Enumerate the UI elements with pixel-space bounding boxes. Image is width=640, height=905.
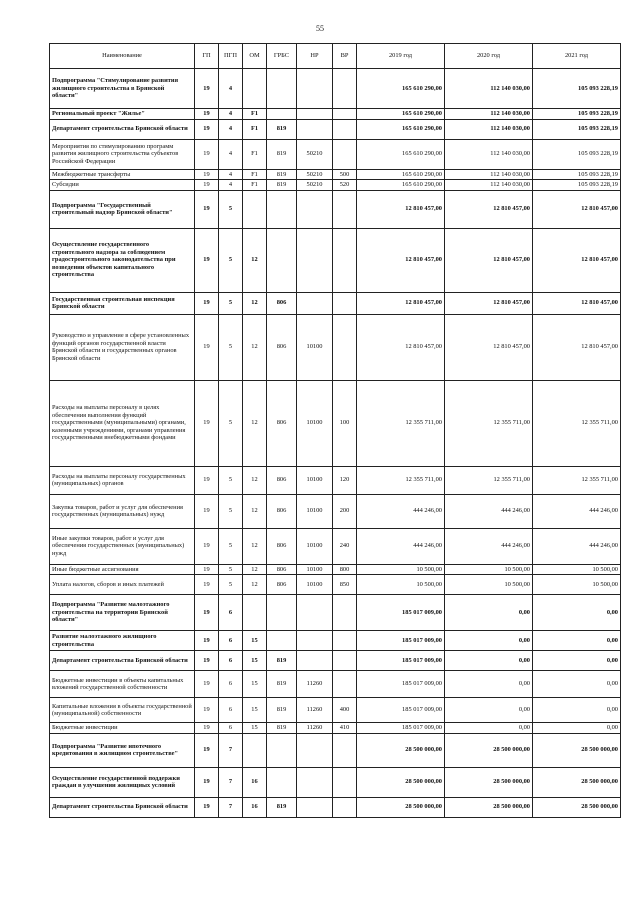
gp-cell: 19	[195, 169, 219, 180]
amount-2019-cell: 165 610 290,00	[357, 180, 445, 191]
amount-2019-cell: 165 610 290,00	[357, 119, 445, 139]
gp-cell: 19	[195, 314, 219, 380]
om-cell: 12	[243, 528, 267, 564]
table-row	[50, 169, 621, 180]
amount-2020-cell: 112 140 030,00	[445, 69, 533, 109]
vr-cell	[333, 69, 357, 109]
om-cell: 16	[243, 797, 267, 817]
grbs-cell	[267, 767, 297, 797]
pgp-cell: 6	[219, 595, 243, 631]
amount-2019-cell: 28 500 000,00	[357, 733, 445, 767]
amount-2020-cell: 0,00	[445, 595, 533, 631]
vr-cell	[333, 631, 357, 651]
table-row	[50, 723, 621, 734]
column-header: ВР	[333, 44, 357, 69]
amount-2020-cell: 444 246,00	[445, 494, 533, 528]
row-name-cell: Закупка товаров, работ и услуг для обеспечения государственных (муниципальных) нужд	[50, 494, 195, 528]
grbs-cell: 806	[267, 292, 297, 314]
amount-2021-cell: 105 093 228,19	[533, 119, 621, 139]
row-name-cell: Бюджетные инвестиции	[50, 723, 195, 734]
amount-2021-cell: 105 093 228,19	[533, 139, 621, 169]
row-name-cell: Расходы на выплаты персоналу государственных (муниципальных) органов	[50, 466, 195, 494]
nr-cell: 10100	[297, 564, 333, 575]
amount-2020-cell: 0,00	[445, 671, 533, 698]
grbs-cell: 819	[267, 651, 297, 671]
amount-2019-cell: 12 810 457,00	[357, 292, 445, 314]
nr-cell: 11260	[297, 671, 333, 698]
amount-2019-cell: 10 500,00	[357, 564, 445, 575]
amount-2020-cell: 112 140 030,00	[445, 119, 533, 139]
row-name-cell: Уплата налогов, сборов и иных платежей	[50, 575, 195, 595]
om-cell: F1	[243, 119, 267, 139]
amount-2021-cell: 12 355 711,00	[533, 466, 621, 494]
table-row	[50, 314, 621, 380]
amount-2021-cell: 0,00	[533, 595, 621, 631]
pgp-cell: 5	[219, 575, 243, 595]
amount-2020-cell: 12 810 457,00	[445, 190, 533, 228]
nr-cell	[297, 651, 333, 671]
gp-cell: 19	[195, 380, 219, 466]
grbs-cell: 806	[267, 314, 297, 380]
grbs-cell: 819	[267, 797, 297, 817]
grbs-cell: 806	[267, 564, 297, 575]
row-name-cell: Департамент строительства Брянской области	[50, 797, 195, 817]
om-cell: F1	[243, 109, 267, 120]
row-name-cell: Межбюджетные трансферты	[50, 169, 195, 180]
grbs-cell: 819	[267, 698, 297, 723]
amount-2020-cell: 0,00	[445, 651, 533, 671]
gp-cell: 19	[195, 528, 219, 564]
nr-cell	[297, 797, 333, 817]
vr-cell: 850	[333, 575, 357, 595]
grbs-cell: 806	[267, 466, 297, 494]
gp-cell: 19	[195, 139, 219, 169]
grbs-cell	[267, 228, 297, 292]
table-row	[50, 595, 621, 631]
table-row	[50, 180, 621, 191]
amount-2021-cell: 105 093 228,19	[533, 169, 621, 180]
om-cell: F1	[243, 169, 267, 180]
column-header: ПГП	[219, 44, 243, 69]
amount-2019-cell: 12 810 457,00	[357, 228, 445, 292]
grbs-cell: 806	[267, 494, 297, 528]
amount-2020-cell: 444 246,00	[445, 528, 533, 564]
table-row	[50, 733, 621, 767]
amount-2021-cell: 105 093 228,19	[533, 180, 621, 191]
nr-cell: 10100	[297, 528, 333, 564]
amount-2019-cell: 444 246,00	[357, 528, 445, 564]
nr-cell	[297, 109, 333, 120]
amount-2021-cell: 12 810 457,00	[533, 228, 621, 292]
nr-cell	[297, 733, 333, 767]
pgp-cell: 6	[219, 631, 243, 651]
vr-cell	[333, 314, 357, 380]
nr-cell: 11260	[297, 698, 333, 723]
row-name-cell: Департамент строительства Брянской области	[50, 651, 195, 671]
row-name-cell: Подпрограмма "Государственный строительный надзор Брянской области"	[50, 190, 195, 228]
pgp-cell: 6	[219, 671, 243, 698]
nr-cell: 11260	[297, 723, 333, 734]
row-name-cell: Капитальные вложения в объекты государственной (муниципальной) собственности	[50, 698, 195, 723]
grbs-cell: 819	[267, 139, 297, 169]
row-name-cell: Субсидии	[50, 180, 195, 191]
grbs-cell	[267, 190, 297, 228]
amount-2019-cell: 185 017 009,00	[357, 631, 445, 651]
amount-2021-cell: 0,00	[533, 698, 621, 723]
amount-2020-cell: 12 810 457,00	[445, 314, 533, 380]
om-cell: F1	[243, 180, 267, 191]
pgp-cell: 5	[219, 528, 243, 564]
amount-2019-cell: 185 017 009,00	[357, 595, 445, 631]
amount-2020-cell: 28 500 000,00	[445, 733, 533, 767]
table-row	[50, 767, 621, 797]
om-cell: 12	[243, 564, 267, 575]
pgp-cell: 4	[219, 180, 243, 191]
gp-cell: 19	[195, 595, 219, 631]
row-name-cell: Осуществление государственного строительного надзора за соблюдением градостроительного законодательства при возведении объектов капитального строительства	[50, 228, 195, 292]
amount-2019-cell: 10 500,00	[357, 575, 445, 595]
grbs-cell: 806	[267, 575, 297, 595]
amount-2021-cell: 0,00	[533, 631, 621, 651]
vr-cell: 100	[333, 380, 357, 466]
om-cell: 16	[243, 767, 267, 797]
pgp-cell: 7	[219, 767, 243, 797]
amount-2021-cell: 0,00	[533, 671, 621, 698]
vr-cell	[333, 228, 357, 292]
vr-cell	[333, 190, 357, 228]
om-cell: 15	[243, 651, 267, 671]
pgp-cell: 6	[219, 698, 243, 723]
nr-cell: 50210	[297, 180, 333, 191]
pgp-cell: 4	[219, 139, 243, 169]
nr-cell	[297, 292, 333, 314]
gp-cell: 19	[195, 466, 219, 494]
vr-cell	[333, 797, 357, 817]
nr-cell	[297, 767, 333, 797]
row-name-cell: Департамент строительства Брянской области	[50, 119, 195, 139]
gp-cell: 19	[195, 190, 219, 228]
row-name-cell: Иные бюджетные ассигнования	[50, 564, 195, 575]
table-row	[50, 139, 621, 169]
vr-cell	[333, 119, 357, 139]
table-row	[50, 380, 621, 466]
pgp-cell: 4	[219, 119, 243, 139]
amount-2020-cell: 28 500 000,00	[445, 797, 533, 817]
nr-cell	[297, 228, 333, 292]
column-header: Наименование	[50, 44, 195, 69]
gp-cell: 19	[195, 228, 219, 292]
table-row	[50, 190, 621, 228]
gp-cell: 19	[195, 69, 219, 109]
amount-2020-cell: 112 140 030,00	[445, 109, 533, 120]
grbs-cell: 819	[267, 180, 297, 191]
nr-cell	[297, 69, 333, 109]
row-name-cell: Мероприятия по стимулированию программ развития жилищного строительства субъектов Российской Федерации	[50, 139, 195, 169]
grbs-cell	[267, 109, 297, 120]
om-cell: 15	[243, 698, 267, 723]
vr-cell: 240	[333, 528, 357, 564]
table-row	[50, 228, 621, 292]
amount-2020-cell: 10 500,00	[445, 575, 533, 595]
amount-2019-cell: 12 355 711,00	[357, 466, 445, 494]
pgp-cell: 4	[219, 169, 243, 180]
amount-2021-cell: 0,00	[533, 723, 621, 734]
gp-cell: 19	[195, 119, 219, 139]
amount-2021-cell: 105 093 228,19	[533, 69, 621, 109]
vr-cell: 410	[333, 723, 357, 734]
amount-2019-cell: 185 017 009,00	[357, 651, 445, 671]
gp-cell: 19	[195, 575, 219, 595]
table-row	[50, 466, 621, 494]
amount-2020-cell: 0,00	[445, 631, 533, 651]
table-row	[50, 564, 621, 575]
amount-2020-cell: 28 500 000,00	[445, 767, 533, 797]
vr-cell	[333, 292, 357, 314]
amount-2021-cell: 0,00	[533, 651, 621, 671]
vr-cell	[333, 651, 357, 671]
vr-cell: 400	[333, 698, 357, 723]
pgp-cell: 5	[219, 564, 243, 575]
table-row	[50, 797, 621, 817]
amount-2019-cell: 12 810 457,00	[357, 190, 445, 228]
gp-cell: 19	[195, 797, 219, 817]
om-cell: 15	[243, 631, 267, 651]
amount-2021-cell: 12 355 711,00	[533, 380, 621, 466]
vr-cell	[333, 595, 357, 631]
pgp-cell: 4	[219, 109, 243, 120]
row-name-cell: Региональный проект "Жилье"	[50, 109, 195, 120]
pgp-cell: 6	[219, 651, 243, 671]
amount-2019-cell: 185 017 009,00	[357, 698, 445, 723]
pgp-cell: 5	[219, 228, 243, 292]
table-row	[50, 292, 621, 314]
gp-cell: 19	[195, 494, 219, 528]
nr-cell: 10100	[297, 466, 333, 494]
om-cell: 12	[243, 314, 267, 380]
pgp-cell: 5	[219, 466, 243, 494]
gp-cell: 19	[195, 767, 219, 797]
grbs-cell	[267, 631, 297, 651]
row-name-cell: Руководство и управление в сфере установленных функций органов государственной власти Брянской области и государственных органов Брянской области	[50, 314, 195, 380]
column-header: 2020 год	[445, 44, 533, 69]
grbs-cell: 819	[267, 169, 297, 180]
vr-cell: 120	[333, 466, 357, 494]
column-header: 2019 год	[357, 44, 445, 69]
pgp-cell: 5	[219, 380, 243, 466]
gp-cell: 19	[195, 631, 219, 651]
table-row	[50, 109, 621, 120]
gp-cell: 19	[195, 671, 219, 698]
pgp-cell: 4	[219, 69, 243, 109]
column-header: НР	[297, 44, 333, 69]
table-row	[50, 69, 621, 109]
row-name-cell: Расходы на выплаты персоналу в целях обеспечения выполнения функций государственными (муниципальными) органами, казенными учреждениями, органами управления государственными внебюджетными фондами	[50, 380, 195, 466]
om-cell: 12	[243, 494, 267, 528]
amount-2021-cell: 444 246,00	[533, 528, 621, 564]
amount-2021-cell: 28 500 000,00	[533, 733, 621, 767]
grbs-cell	[267, 733, 297, 767]
table-row	[50, 575, 621, 595]
amount-2020-cell: 0,00	[445, 698, 533, 723]
amount-2020-cell: 10 500,00	[445, 564, 533, 575]
nr-cell: 10100	[297, 314, 333, 380]
pgp-cell: 7	[219, 797, 243, 817]
row-name-cell: Развитие малоэтажного жилищного строительства	[50, 631, 195, 651]
amount-2021-cell: 12 810 457,00	[533, 190, 621, 228]
row-name-cell: Осуществление государственной поддержки граждан в улучшении жилищных условий	[50, 767, 195, 797]
gp-cell: 19	[195, 564, 219, 575]
vr-cell: 520	[333, 180, 357, 191]
table-body	[50, 69, 621, 818]
om-cell: 15	[243, 723, 267, 734]
row-name-cell: Иные закупки товаров, работ и услуг для обеспечения государственных (муниципальных) нужд	[50, 528, 195, 564]
grbs-cell: 819	[267, 723, 297, 734]
pgp-cell: 5	[219, 494, 243, 528]
pgp-cell: 6	[219, 723, 243, 734]
gp-cell: 19	[195, 698, 219, 723]
pgp-cell: 7	[219, 733, 243, 767]
amount-2021-cell: 28 500 000,00	[533, 797, 621, 817]
grbs-cell	[267, 595, 297, 631]
table-row	[50, 651, 621, 671]
vr-cell	[333, 767, 357, 797]
amount-2019-cell: 28 500 000,00	[357, 767, 445, 797]
amount-2020-cell: 0,00	[445, 723, 533, 734]
gp-cell: 19	[195, 651, 219, 671]
amount-2020-cell: 12 355 711,00	[445, 466, 533, 494]
column-header: ОМ	[243, 44, 267, 69]
table-header-row	[50, 44, 621, 69]
vr-cell	[333, 733, 357, 767]
om-cell	[243, 69, 267, 109]
amount-2019-cell: 165 610 290,00	[357, 69, 445, 109]
om-cell: F1	[243, 139, 267, 169]
om-cell: 15	[243, 671, 267, 698]
nr-cell: 50210	[297, 169, 333, 180]
amount-2019-cell: 185 017 009,00	[357, 671, 445, 698]
nr-cell	[297, 119, 333, 139]
column-header: ГРБС	[267, 44, 297, 69]
amount-2021-cell: 28 500 000,00	[533, 767, 621, 797]
amount-2019-cell: 12 810 457,00	[357, 314, 445, 380]
om-cell	[243, 733, 267, 767]
gp-cell: 19	[195, 180, 219, 191]
amount-2019-cell: 185 017 009,00	[357, 723, 445, 734]
amount-2021-cell: 12 810 457,00	[533, 314, 621, 380]
gp-cell: 19	[195, 109, 219, 120]
grbs-cell: 806	[267, 528, 297, 564]
row-name-cell: Бюджетные инвестиции в объекты капитальных вложений государственной собственности	[50, 671, 195, 698]
budget-table	[49, 43, 621, 818]
nr-cell	[297, 631, 333, 651]
amount-2020-cell: 112 140 030,00	[445, 139, 533, 169]
vr-cell: 800	[333, 564, 357, 575]
om-cell	[243, 595, 267, 631]
row-name-cell: Подпрограмма "Развитие малоэтажного строительства на территории Брянской области"	[50, 595, 195, 631]
amount-2020-cell: 112 140 030,00	[445, 169, 533, 180]
vr-cell: 500	[333, 169, 357, 180]
grbs-cell: 806	[267, 380, 297, 466]
column-header: ГП	[195, 44, 219, 69]
amount-2021-cell: 105 093 228,19	[533, 109, 621, 120]
om-cell: 12	[243, 228, 267, 292]
amount-2021-cell: 10 500,00	[533, 564, 621, 575]
gp-cell: 19	[195, 292, 219, 314]
grbs-cell: 819	[267, 671, 297, 698]
nr-cell: 50210	[297, 139, 333, 169]
amount-2019-cell: 165 610 290,00	[357, 169, 445, 180]
amount-2020-cell: 12 355 711,00	[445, 380, 533, 466]
amount-2019-cell: 165 610 290,00	[357, 109, 445, 120]
amount-2019-cell: 12 355 711,00	[357, 380, 445, 466]
vr-cell	[333, 671, 357, 698]
amount-2020-cell: 12 810 457,00	[445, 292, 533, 314]
row-name-cell: Государственная строительная инспекция Брянской области	[50, 292, 195, 314]
amount-2021-cell: 10 500,00	[533, 575, 621, 595]
vr-cell	[333, 109, 357, 120]
pgp-cell: 5	[219, 190, 243, 228]
nr-cell: 10100	[297, 575, 333, 595]
om-cell: 12	[243, 575, 267, 595]
table-row	[50, 671, 621, 698]
pgp-cell: 5	[219, 314, 243, 380]
amount-2019-cell: 28 500 000,00	[357, 797, 445, 817]
table-row	[50, 631, 621, 651]
grbs-cell: 819	[267, 119, 297, 139]
nr-cell	[297, 595, 333, 631]
amount-2019-cell: 165 610 290,00	[357, 139, 445, 169]
nr-cell: 10100	[297, 494, 333, 528]
table-row	[50, 494, 621, 528]
grbs-cell	[267, 69, 297, 109]
row-name-cell: Подпрограмма "Развитие ипотечного кредитования в жилищном строительстве"	[50, 733, 195, 767]
table-row	[50, 528, 621, 564]
page-number: 55	[316, 24, 324, 33]
amount-2020-cell: 12 810 457,00	[445, 228, 533, 292]
om-cell: 12	[243, 466, 267, 494]
amount-2021-cell: 444 246,00	[533, 494, 621, 528]
row-name-cell: Подпрограмма "Стимулирование развития жилищного строительства в Брянской области"	[50, 69, 195, 109]
column-header: 2021 год	[533, 44, 621, 69]
table-row	[50, 119, 621, 139]
pgp-cell: 5	[219, 292, 243, 314]
amount-2019-cell: 444 246,00	[357, 494, 445, 528]
table-row	[50, 698, 621, 723]
amount-2020-cell: 112 140 030,00	[445, 180, 533, 191]
vr-cell: 200	[333, 494, 357, 528]
om-cell: 12	[243, 380, 267, 466]
gp-cell: 19	[195, 723, 219, 734]
om-cell: 12	[243, 292, 267, 314]
nr-cell: 10100	[297, 380, 333, 466]
om-cell	[243, 190, 267, 228]
gp-cell: 19	[195, 733, 219, 767]
vr-cell	[333, 139, 357, 169]
nr-cell	[297, 190, 333, 228]
amount-2021-cell: 12 810 457,00	[533, 292, 621, 314]
